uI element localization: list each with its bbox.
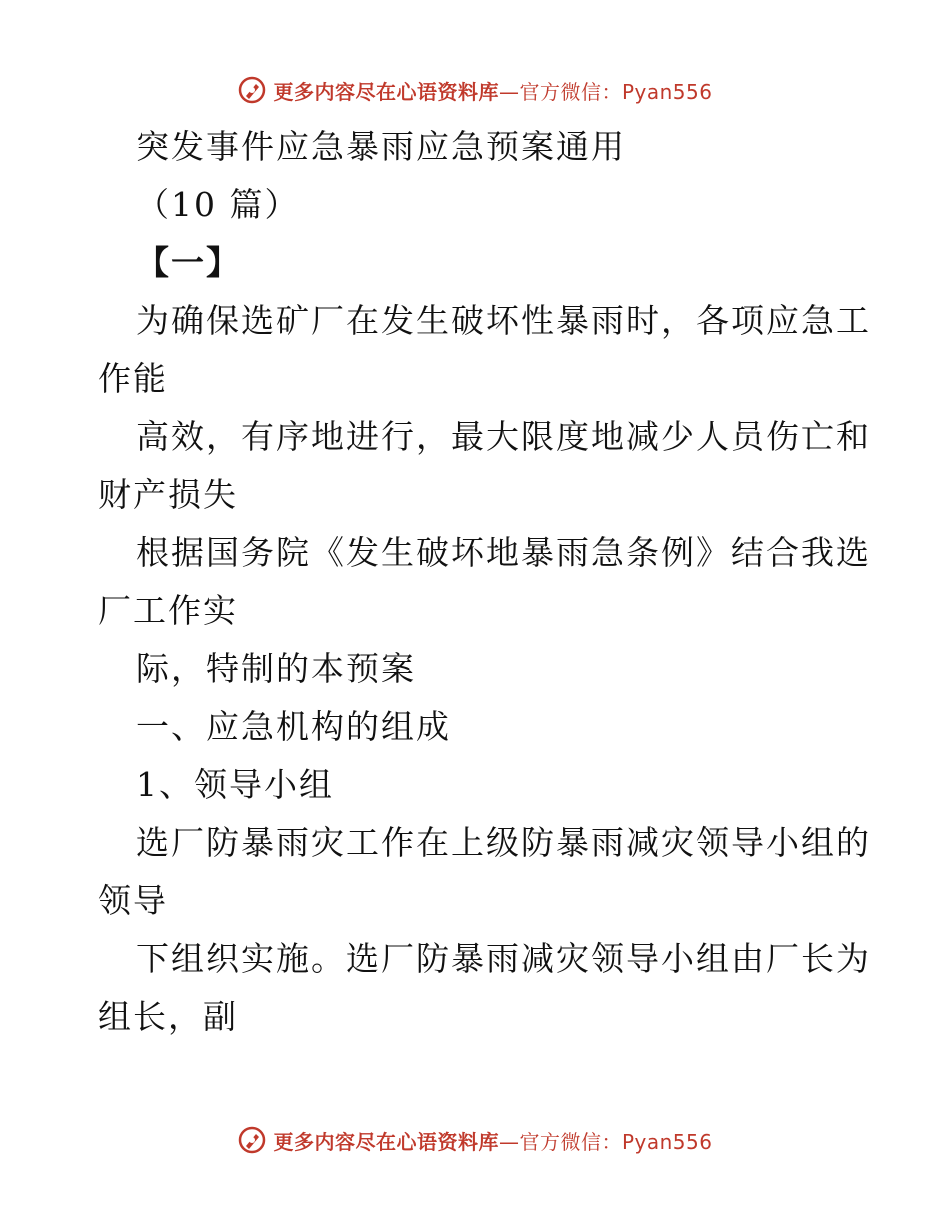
header-banner-dash: —: [498, 79, 520, 104]
pen-seal-icon: [237, 75, 267, 105]
body-line: 组长，副: [98, 997, 238, 1036]
body-line: 高效，有序地进行，最大限度地减少人员伤亡和: [136, 417, 871, 456]
header-banner-text: [273, 76, 712, 105]
body-line: 作能: [98, 359, 168, 398]
document-body: [98, 118, 871, 1046]
body-line: 一、应急机构的组成: [136, 707, 451, 746]
section-marker: 【一】: [136, 243, 241, 282]
document-subtitle: （10 篇）: [136, 185, 300, 224]
body-line: 根据国务院《发生破坏地暴雨急条例》结合我选: [136, 533, 871, 572]
footer-banner-wechat: 官方微信：Pyan556: [519, 1129, 713, 1154]
pen-seal-icon: [237, 1125, 267, 1155]
body-line: 为确保选矿厂在发生破坏性暴雨时，各项应急工: [136, 301, 871, 340]
body-line: 选厂防暴雨灾工作在上级防暴雨减灾领导小组的: [136, 823, 871, 862]
footer-banner-dash: —: [498, 1129, 520, 1154]
body-line: 厂工作实: [98, 591, 238, 630]
footer-banner-main: 更多内容尽在心语资料库: [273, 1129, 499, 1154]
body-line: 下组织实施。选厂防暴雨减灾领导小组由厂长为: [136, 939, 871, 978]
body-line: 领导: [98, 881, 168, 920]
body-line: 财产损失: [98, 475, 238, 514]
body-line: 1、领导小组: [136, 765, 334, 804]
footer-banner: [0, 1120, 950, 1160]
header-banner-wechat: 官方微信：Pyan556: [519, 79, 713, 104]
document-title: 突发事件应急暴雨应急预案通用: [136, 127, 626, 166]
paragraph-lines: [98, 292, 871, 1046]
header-banner-main: 更多内容尽在心语资料库: [273, 79, 499, 104]
body-line: 际，特制的本预案: [136, 649, 416, 688]
footer-banner-text: [273, 1126, 712, 1155]
header-banner: [0, 70, 950, 110]
